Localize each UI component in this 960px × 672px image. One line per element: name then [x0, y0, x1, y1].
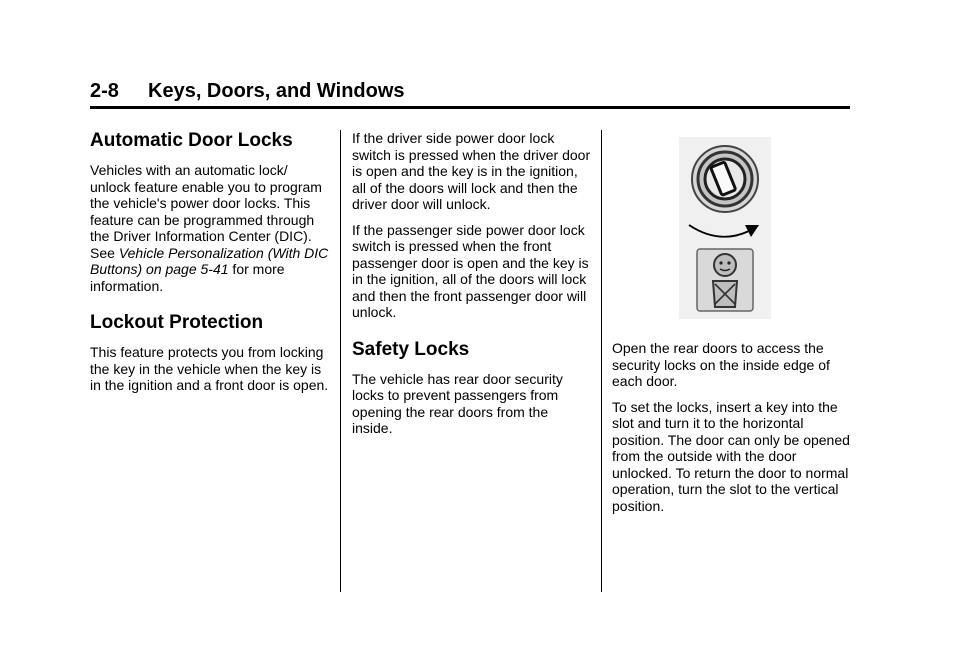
paragraph-text: for more information.: [90, 261, 285, 294]
child-safety-icon: [697, 249, 753, 311]
paragraph-text: Vehicles with an automatic lock/ unlock feature enable you to program the vehicle's power door locks. This feature can be programmed through the Driver Information Center (DIC). See: [90, 162, 322, 261]
paragraph-set-locks: To set the locks, insert a key into the slot and turn it to the horizontal position. The door can only be opened from the outside with the door unlocked. To return the door to normal operation, turn the slot to the vertical position.: [612, 398, 850, 514]
section-title: Keys, Doors, and Windows: [148, 80, 405, 102]
column-divider: [340, 130, 341, 592]
heading-lockout-protection: Lockout Protection: [90, 312, 264, 333]
column-divider: [601, 130, 602, 592]
paragraph-passenger-side: If the passenger side power door lock switch is pressed when the front passenger door is open and the key is in the ignition, all of the doors will lock and then the front passenger door will unlock.: [352, 221, 589, 320]
safety-lock-figure: [679, 137, 771, 319]
paragraph-automatic-door-locks: [90, 162, 330, 294]
cross-reference-link[interactable]: Vehicle Personalization (With DIC Buttons) on page 5-41: [90, 244, 329, 277]
page-header: [90, 80, 850, 109]
paragraph-safety-locks: The vehicle has rear door security locks to prevent passengers from opening the rear doors from the inside.: [352, 370, 563, 436]
heading-safety-locks: Safety Locks: [352, 338, 470, 360]
paragraph-driver-side: If the driver side power door lock switch is pressed when the driver door is open and the key is in the ignition, all of the doors will lock and then the driver door will unlock.: [352, 130, 591, 212]
column-left: [90, 130, 330, 403]
column-right: [612, 130, 856, 523]
page-number: 2-8: [90, 80, 119, 102]
column-middle: [352, 130, 592, 446]
paragraph-open-rear-doors: Open the rear doors to access the security locks on the inside edge of each door.: [612, 340, 830, 389]
heading-automatic-door-locks: Automatic Door Locks: [90, 130, 293, 151]
paragraph-lockout-protection: This feature protects you from locking the key in the vehicle when the key is in the ignition and a front door is open.: [90, 344, 329, 393]
safety-lock-illustration: [679, 137, 771, 319]
lock-slot-icon: [692, 146, 758, 212]
